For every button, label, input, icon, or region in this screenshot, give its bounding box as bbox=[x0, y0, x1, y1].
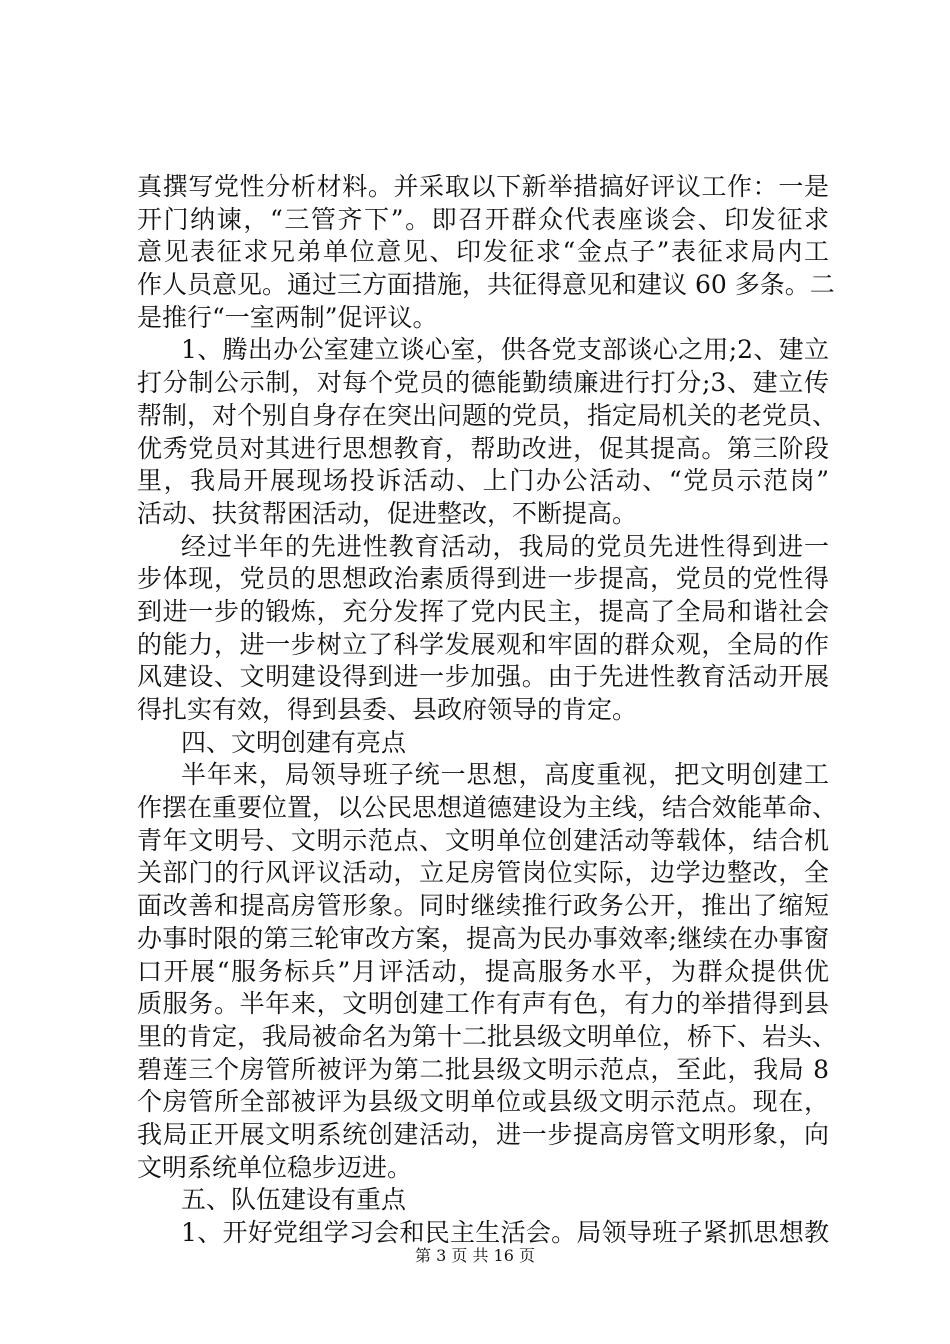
document-body bbox=[137, 171, 838, 1250]
text-line: 打分制公示制，对每个党员的德能勤绩廉进行打分;3、建立传 bbox=[137, 368, 829, 398]
text-line: 到进一步的锻炼，充分发挥了党内民主，提高了全局和谐社会 bbox=[137, 596, 829, 626]
text-line: 是推行“一室两制”促评议。 bbox=[137, 302, 438, 332]
text-line: 1、腾出办公室建立谈心室，供各党支部谈心之用;2、建立 bbox=[181, 335, 829, 365]
text-line: 活动、扶贫帮困活动，促进整改，不断提高。 bbox=[137, 498, 638, 528]
text-line: 优秀党员对其进行思想教育，帮助改进，促其提高。第三阶段 bbox=[137, 433, 829, 463]
text-line: 办事时限的第三轮审改方案，提高为民办事效率;继续在办事窗 bbox=[137, 923, 829, 953]
text-line: 里，我局开展现场投诉活动、上门办公活动、“党员示范岗” bbox=[137, 466, 829, 496]
text-line: 四、文明创建有亮点 bbox=[181, 727, 407, 757]
text-line: 面改善和提高房管形象。同时继续推行政务公开，推出了缩短 bbox=[137, 891, 829, 921]
text-line: 作人员意见。通过三方面措施，共征得意见和建议 60 多条。二 bbox=[137, 270, 835, 300]
text-line: 真撰写党性分析材料。并采取以下新举措搞好评议工作：一是 bbox=[137, 172, 829, 201]
text-line: 开门纳谏，“三管齐下”。即召开群众代表座谈会、印发征求 bbox=[137, 204, 829, 234]
text-line: 1、开好党组学习会和民主生活会。局领导班子紧抓思想教 bbox=[181, 1218, 829, 1247]
text-line: 里的肯定，我局被命名为第十二批县级文明单位，桥下、岩头、 bbox=[137, 1021, 838, 1051]
text-line: 青年文明号、文明示范点、文明单位创建活动等载体，结合机 bbox=[137, 825, 829, 855]
text-line: 五、队伍建设有重点 bbox=[181, 1185, 407, 1215]
text-line: 质服务。半年来，文明创建工作有声有色，有力的举措得到县 bbox=[137, 989, 829, 1019]
text-line: 的能力，进一步树立了科学发展观和牢固的群众观，全局的作 bbox=[137, 629, 829, 659]
text-line: 我局正开展文明系统创建活动，进一步提高房管文明形象，向 bbox=[137, 1119, 829, 1149]
text-line: 风建设、文明建设得到进一步加强。由于先进性教育活动开展 bbox=[137, 662, 829, 692]
text-line: 关部门的行风评议活动，立足房管岗位实际，边学边整改，全 bbox=[137, 858, 829, 888]
text-line: 得扎实有效，得到县委、县政府领导的肯定。 bbox=[137, 695, 638, 724]
page-footer: 第 3 页 共 16 页 bbox=[415, 1246, 535, 1265]
text-line: 步体现，党员的思想政治素质得到进一步提高，党员的党性得 bbox=[137, 564, 829, 594]
text-line: 半年来，局领导班子统一思想，高度重视，把文明创建工 bbox=[181, 760, 829, 790]
text-line: 文明系统单位稳步迈进。 bbox=[137, 1152, 413, 1182]
text-line: 帮制，对个别自身存在突出问题的党员，指定局机关的老党员、 bbox=[137, 400, 838, 430]
text-line: 意见表征求兄弟单位意见、印发征求“金点子”表征求局内工 bbox=[137, 237, 829, 267]
text-line: 作摆在重要位置，以公民思想道德建设为主线，结合效能革命、 bbox=[137, 793, 838, 823]
text-line: 个房管所全部被评为县级文明单位或县级文明示范点。现在， bbox=[137, 1087, 829, 1117]
text-line: 经过半年的先进性教育活动，我局的党员先进性得到进一 bbox=[181, 531, 829, 561]
text-line: 口开展“服务标兵”月评活动，提高服务水平，为群众提供优 bbox=[137, 956, 829, 986]
text-line: 碧莲三个房管所被评为第二批县级文明示范点，至此，我局 8 bbox=[137, 1054, 829, 1084]
